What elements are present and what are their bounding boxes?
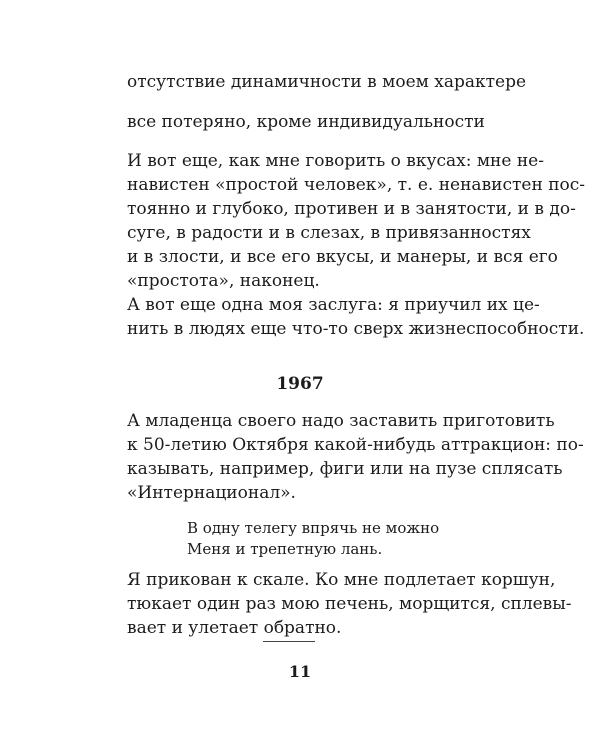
text-line: «Интернационал». (127, 483, 296, 503)
text-line: тоянно и глубоко, противен и в занятости, и в до- (127, 199, 576, 219)
text-line: отсутствие динамичности в моем характере (127, 72, 527, 92)
text-line: И вот еще, как мне говорить о вкусах: мне не- (127, 151, 544, 171)
text-line: вает и улетает обратно. (127, 618, 342, 638)
year-heading: 1967 (276, 374, 324, 394)
text-line: навистен «простой человек», т. е. ненавистен пос- (127, 175, 586, 195)
text-line: Я прикован к скале. Ко мне подлетает коршун, (127, 570, 556, 590)
text-line: нить в людях еще что-то сверх жизнеспособности. (127, 319, 585, 339)
verse-line: Меня и трепетную лань. (187, 540, 383, 558)
footer-divider (263, 641, 315, 642)
text-line: все потеряно, кроме индивидуальности (127, 112, 485, 132)
text-line: казывать, например, фиги или на пузе сплясать (127, 459, 563, 479)
text-line: «простота», наконец. (127, 271, 320, 291)
text-line: А вот еще одна моя заслуга: я приучил их це- (127, 295, 540, 315)
page-number: 11 (288, 662, 312, 681)
text-line: суге, в радости и в слезах, в привязанностях (127, 223, 531, 243)
text-line: и в злости, и все его вкусы, и манеры, и вся его (127, 247, 558, 267)
verse-line: В одну телегу впрячь не можно (187, 519, 440, 537)
text-line: к 50-летию Октября какой-нибудь аттракцион: по- (127, 435, 584, 455)
text-line: А младенца своего надо заставить приготовить (127, 411, 555, 431)
text-line: тюкает один раз мою печень, морщится, сплевы- (127, 594, 572, 614)
